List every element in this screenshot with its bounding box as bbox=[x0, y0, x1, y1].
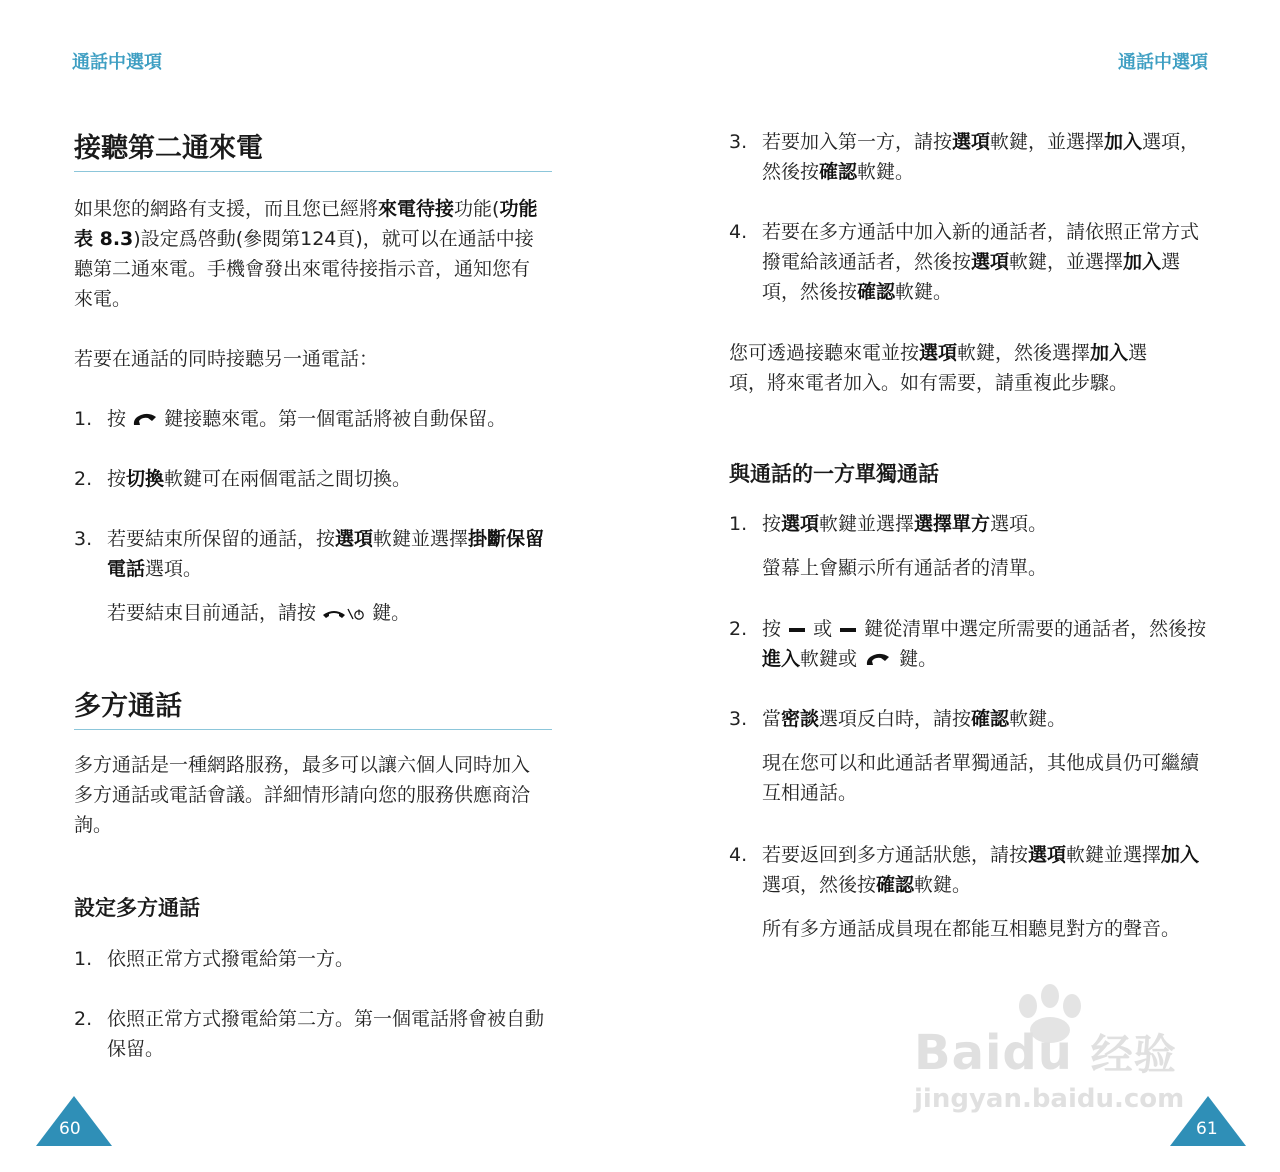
item-number: 4. bbox=[729, 221, 748, 243]
list-item bbox=[729, 614, 1207, 674]
subsection-title: 設定多方通話 bbox=[74, 896, 200, 920]
text-run: 軟鍵。 bbox=[1009, 708, 1067, 730]
text-run: 若要在多方通話中加入新的通話者，請依照正常方式撥電給該通話者，然後按 bbox=[762, 221, 1200, 273]
item-note: 所有多方通話成員現在都能互相聽見對方的聲音。 bbox=[762, 918, 1181, 940]
text-run: 鍵。 bbox=[366, 602, 411, 624]
text-run: 若要返回到多方通話狀態，請按 bbox=[762, 844, 1029, 866]
bold-term: 確認 bbox=[857, 281, 896, 303]
page-number: 61 bbox=[1196, 1119, 1218, 1139]
list-item bbox=[74, 464, 552, 494]
item-number: 4. bbox=[729, 844, 748, 866]
watermark-brand-cn: 经验 bbox=[1090, 1030, 1177, 1079]
text-run: 功能 bbox=[454, 198, 493, 220]
text-run: 選項，將來電者加入。如有需要，請重複此步驟。 bbox=[729, 342, 1148, 394]
item-number: 3. bbox=[74, 528, 93, 550]
running-head: 通話中選項 bbox=[72, 52, 162, 73]
baidu-watermark bbox=[906, 984, 1206, 1124]
list-item bbox=[74, 944, 552, 974]
item-number: 2. bbox=[729, 618, 748, 640]
text-run: 選項反白時，請按 bbox=[819, 708, 972, 730]
text-run: 軟鍵或 bbox=[800, 648, 864, 670]
text-run: 選項。 bbox=[990, 513, 1048, 535]
subsection-title: 與通話的一方單獨通話 bbox=[729, 462, 939, 486]
text-run: ( bbox=[492, 198, 500, 220]
bold-term: 選項 bbox=[1028, 844, 1067, 866]
nav-key-icon bbox=[787, 625, 807, 635]
item-number: 2. bbox=[74, 1008, 93, 1030]
list-item bbox=[729, 509, 1207, 583]
lead-paragraph: 若要在通話的同時接聽另一通電話： bbox=[74, 348, 379, 370]
text-run: 鍵從清單中選定所需要的通話者，然後按 bbox=[858, 618, 1207, 640]
watermark-url: jingyan.baidu.com bbox=[914, 1084, 1185, 1114]
item-number: 1. bbox=[74, 408, 93, 430]
bold-term: 選擇單方 bbox=[914, 513, 991, 535]
section-title: 接聽第二通來電 bbox=[74, 126, 552, 172]
bold-term: 確認 bbox=[819, 161, 858, 183]
item-number: 2. bbox=[74, 468, 93, 490]
list-item bbox=[74, 524, 552, 628]
bold-term: 確認 bbox=[971, 708, 1010, 730]
bold-term: 選項 bbox=[919, 342, 958, 364]
list-item bbox=[729, 217, 1207, 307]
text-run: 軟鍵可在兩個電話之間切換。 bbox=[164, 468, 412, 490]
section-intro: 多方通話是一種網路服務，最多可以讓六個人同時加入多方通話或電話會議。詳細情形請向您的服務供應商洽詢。 bbox=[74, 754, 531, 836]
text-run: 若要結束所保留的通話，按 bbox=[107, 528, 336, 550]
section-title: 多方通話 bbox=[74, 684, 552, 730]
item-number: 1. bbox=[74, 948, 93, 970]
bold-term: 加入 bbox=[1104, 131, 1143, 153]
text-run: 您可透過接聽來電並按 bbox=[729, 342, 920, 364]
text-run: 鍵。 bbox=[893, 648, 938, 670]
bold-term: 密談 bbox=[781, 708, 820, 730]
text-run: 若要結束目前通話，請按 bbox=[107, 602, 323, 624]
text-run: 軟鍵。 bbox=[857, 161, 915, 183]
send-key-icon bbox=[132, 412, 158, 428]
text-run: 按 bbox=[107, 468, 127, 490]
item-number: 3. bbox=[729, 708, 748, 730]
bold-term: 加入 bbox=[1123, 251, 1162, 273]
running-head: 通話中選項 bbox=[1118, 52, 1208, 73]
nav-key-icon bbox=[838, 625, 858, 635]
bold-term: 掛斷保留電話 bbox=[107, 528, 545, 580]
item-number: 1. bbox=[729, 513, 748, 535]
bold-term: 切換 bbox=[126, 468, 165, 490]
item-text: 依照正常方式撥電給第二方。第一個電話將會被自動保留。 bbox=[107, 1008, 545, 1060]
bold-term: 確認 bbox=[876, 874, 915, 896]
text-run: )設定爲啓動(參閱第124頁)，就可以在通話中接聽第二通來電。手機會發出來電待接指示音，通知您有來電。 bbox=[74, 228, 534, 310]
bold-term: 選項 bbox=[781, 513, 820, 535]
text-run: 如果您的網路有支援，而且您已經將 bbox=[74, 198, 379, 220]
join-paragraph bbox=[729, 338, 1179, 398]
text-run: 按 bbox=[107, 408, 133, 430]
bold-term: 來電待接 bbox=[378, 198, 455, 220]
item-note bbox=[74, 598, 552, 628]
list-item bbox=[729, 840, 1207, 944]
watermark-brand: Baidu bbox=[914, 1025, 1073, 1081]
bold-term: 選項 bbox=[952, 131, 991, 153]
item-note: 螢幕上會顯示所有通話者的清單。 bbox=[762, 557, 1048, 579]
text-run: 當 bbox=[762, 708, 782, 730]
item-number: 3. bbox=[729, 131, 748, 153]
text-run: 軟鍵並選擇 bbox=[819, 513, 915, 535]
list-item bbox=[74, 1004, 552, 1064]
text-run: 軟鍵，並選擇 bbox=[990, 131, 1105, 153]
bold-term: 選項 bbox=[971, 251, 1010, 273]
text-run: 選項，然後按 bbox=[762, 131, 1200, 183]
list-item bbox=[74, 404, 552, 434]
text-run: 軟鍵。 bbox=[914, 874, 972, 896]
text-run: 選項，然後按 bbox=[762, 251, 1181, 303]
text-run: 按 bbox=[762, 513, 782, 535]
text-run: 軟鍵。 bbox=[895, 281, 953, 303]
text-run: 軟鍵，並選擇 bbox=[1009, 251, 1124, 273]
bold-term: 選項 bbox=[335, 528, 374, 550]
item-text: 依照正常方式撥電給第一方。 bbox=[107, 948, 355, 970]
text-run: 軟鍵並選擇 bbox=[1066, 844, 1162, 866]
text-run: 軟鍵並選擇 bbox=[373, 528, 469, 550]
text-run: 鍵接聽來電。第一個電話將被自動保留。 bbox=[158, 408, 507, 430]
bold-term: 加入 bbox=[1161, 844, 1200, 866]
bold-term: 進入 bbox=[762, 648, 801, 670]
list-item bbox=[729, 704, 1207, 808]
text-run: 按 bbox=[762, 618, 788, 640]
text-run: 若要加入第一方，請按 bbox=[762, 131, 953, 153]
end-power-key-icon bbox=[322, 606, 366, 622]
bold-term: 功能表 8.3 bbox=[74, 198, 538, 250]
list-item bbox=[729, 127, 1207, 187]
send-key-icon bbox=[863, 652, 893, 668]
item-note: 現在您可以和此通話者單獨通話，其他成員仍可繼續互相通話。 bbox=[762, 752, 1200, 804]
bold-term: 加入 bbox=[1090, 342, 1129, 364]
page-number: 60 bbox=[59, 1119, 81, 1139]
text-run: 或 bbox=[807, 618, 839, 640]
text-run: 選項。 bbox=[145, 558, 203, 580]
intro-paragraph bbox=[74, 194, 544, 314]
text-run: 選項，然後按 bbox=[762, 874, 877, 896]
text-run: 軟鍵，然後選擇 bbox=[957, 342, 1091, 364]
